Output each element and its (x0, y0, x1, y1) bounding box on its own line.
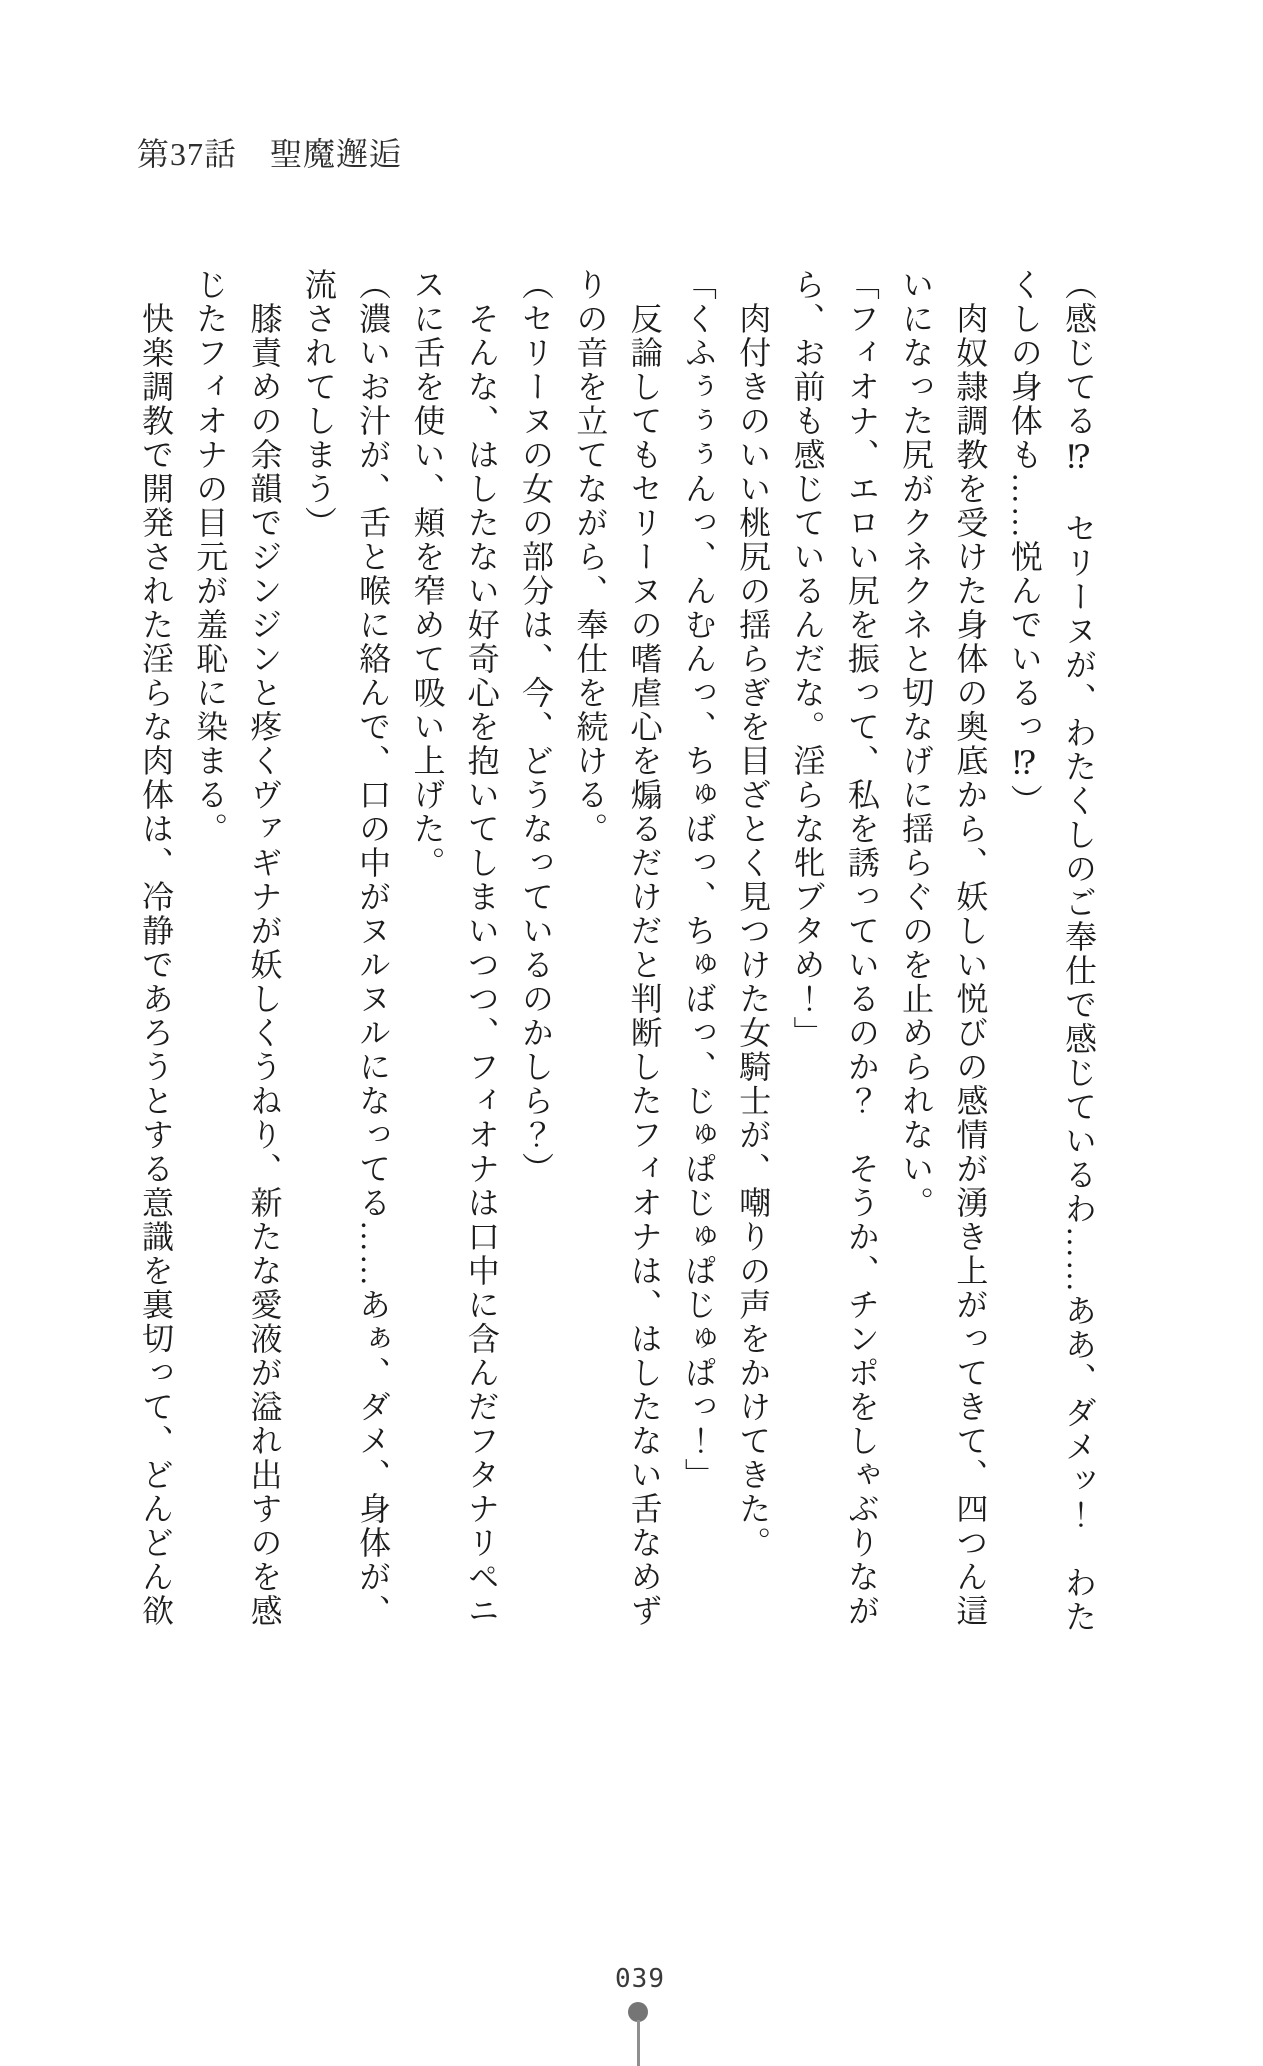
text-column: 快楽調教で開発された淫らな肉体は、冷静であろうとする意識を裏切って、どんどん欲 (137, 302, 174, 1628)
footer-tail-line (637, 2020, 640, 2066)
text-column: 「くふぅぅぅんっ、んむんっ、ちゅばっ、ちゅばっ、じゅぱじゅぱじゅぱっ！」 (680, 268, 717, 1492)
text-column: 「フィオナ、エロい尻を振って、私を誘っているのか？ そうか、チンポをしゃぶりなが (843, 268, 880, 1628)
body-text (128, 268, 1106, 1634)
footer-dot-icon (628, 2002, 648, 2022)
page-number: 039 (615, 1964, 665, 1994)
text-column: 反論してもセリーヌの嗜虐心を煽るだけだと判断したフィオナは、はしたない舌なめず (626, 302, 663, 1628)
text-column: （感じてる⁉ セリーヌが、わたくしのご奉仕で感じているわ……ああ、ダメッ！ わた (1061, 268, 1097, 1634)
text-column: 肉付きのいい桃尻の揺らぎを目ざとく見つけた女騎士が、嘲りの声をかけてきた。 (735, 302, 772, 1560)
text-column: いになった尻がクネクネと切なげに揺らぐのを止められない。 (898, 268, 935, 1220)
text-column: そんな、はしたない好奇心を抱いてしまいつつ、フィオナは口中に含んだフタナリペニ (463, 302, 500, 1628)
chapter-title: 第37話 聖魔邂逅 (137, 136, 403, 172)
text-column: 肉奴隷調教を受けた身体の奥底から、妖しい悦びの感情が湧き上がってきて、四つん這 (952, 302, 989, 1628)
text-column: 膝責めの余韻でジンジンと疼くヴァギナが妖しくうねり、新たな愛液が溢れ出すのを感 (246, 302, 283, 1628)
text-column: くしの身体も……悦んでいるっ⁉） (1006, 268, 1043, 818)
text-column: （濃いお汁が、舌と喉に絡んで、口の中がヌルヌルになってる……あぁ、ダメ、身体が、 (355, 268, 392, 1628)
text-column: スに舌を使い、頬を窄めて吸い上げた。 (409, 268, 446, 880)
text-column: りの音を立てながら、奉仕を続ける。 (572, 268, 609, 846)
text-column: （セリーヌの女の部分は、今、どうなっているのかしら？） (518, 268, 555, 1186)
text-column: 流されてしまう） (300, 268, 337, 540)
text-column: ら、お前も感じているんだな。淫らな牝ブタめ！」 (789, 268, 826, 1050)
text-column: じたフィオナの目元が羞恥に染まる。 (192, 268, 229, 846)
